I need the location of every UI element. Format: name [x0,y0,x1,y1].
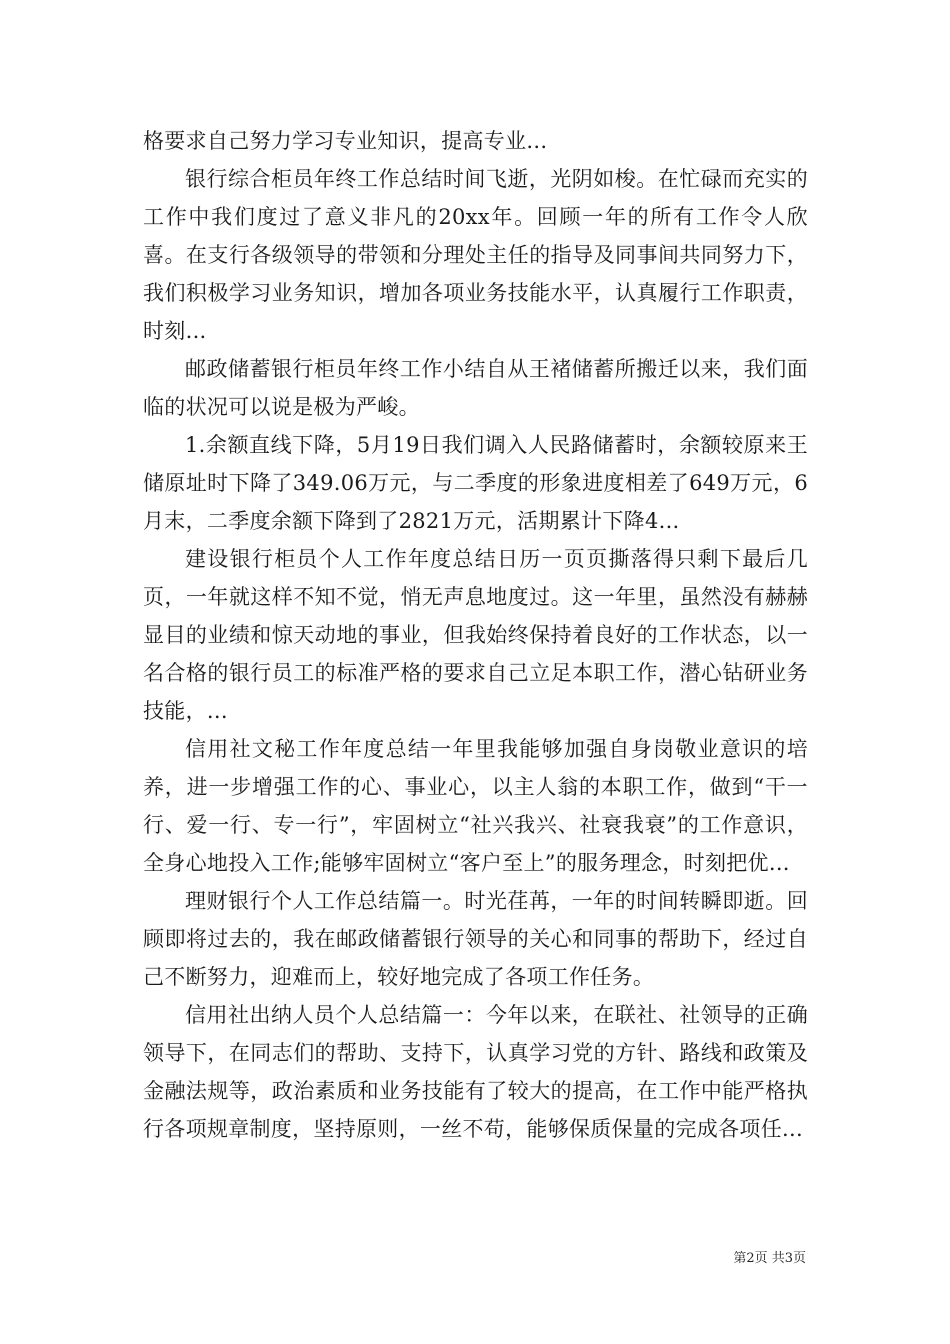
paragraph-construction-bank-summary: 建设银行柜员个人工作年度总结日历一页页撕落得只剩下最后几页，一年就这样不知不觉，悄无声息地度过。这一年里，虽然没有赫赫显目的业绩和惊天动地的事业，但我始终保持着良好的工作状态，以一名合格的银行员工的标准严格的要求自己立足本职工作，潜心钻研业务技能，... [143,547,808,723]
page-number-footer: 第2页 共3页 [733,1251,806,1266]
paragraph-continuation: 格要求自己努力学习专业知识，提高专业... [143,129,548,153]
paragraph-postal-savings-summary: 邮政储蓄银行柜员年终工作小结自从王褚储蓄所搬迁以来，我们面临的状况可以说是极为严峻。 [143,357,808,419]
document-body [143,122,808,1148]
paragraph-balance-decline: 1.余额直线下降，5月19日我们调入人民路储蓄时，余额较原来王储原址时下降了349.06万元，与二季度的形象进度相差了649万元，6月末，二季度余额下降到了2821万元，活期累计下降4... [143,433,808,533]
paragraph-finance-bank-summary: 理财银行个人工作总结篇一。时光荏苒，一年的时间转瞬即逝。回顾即将过去的，我在邮政储蓄银行领导的关心和同事的帮助下，经过自己不断努力，迎难而上，较好地完成了各项工作任务。 [143,889,808,989]
paragraph-credit-union-cashier-summary: 信用社出纳人员个人总结篇一：今年以来，在联社、社领导的正确领导下，在同志们的帮助、支持下，认真学习党的方针、路线和政策及金融法规等，政治素质和业务技能有了较大的提高，在工作中能严格执行各项规章制度，坚持原则，一丝不苟，能够保质保量的完成各项任... [143,1003,808,1141]
paragraph-bank-teller-summary: 银行综合柜员年终工作总结时间飞逝，光阴如梭。在忙碌而充实的工作中我们度过了意义非凡的20xx年。回顾一年的所有工作令人欣喜。在支行各级领导的带领和分理处主任的指导及同事间共同努力下，我们积极学习业务知识，增加各项业务技能水平，认真履行工作职责，时刻... [143,167,808,343]
paragraph-credit-union-secretary-summary: 信用社文秘工作年度总结一年里我能够加强自身岗敬业意识的培养，进一步增强工作的心、事业心，以主人翁的本职工作，做到“干一行、爱一行、专一行”，牢固树立“社兴我兴、社衰我衰”的工作意识，全身心地投入工作;能够牢固树立“客户至上”的服务理念，时刻把优... [143,737,808,875]
